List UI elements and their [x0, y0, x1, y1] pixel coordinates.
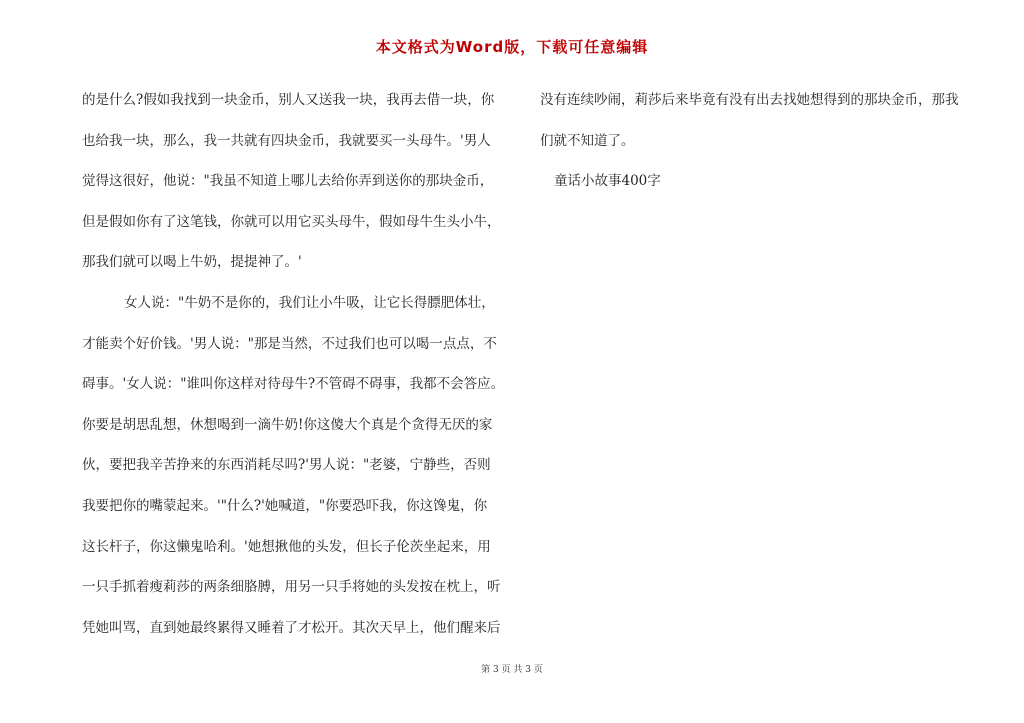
text-line: 那我们就可以喝上牛奶，提提神了。': [82, 254, 302, 271]
left-text-column: [82, 80, 522, 648]
text-line: 但是假如你有了这笔钱，你就可以用它买头母牛，假如母牛生头小牛，: [82, 213, 501, 230]
text-line: 这长杆子，你这懒鬼哈利。'她想揪他的头发，但长子伦茨坐起来，用: [82, 538, 491, 555]
text-line: 我要把你的嘴蒙起来。'"什么?'她喊道，"你要恐吓我，你这馋鬼，你: [82, 497, 488, 514]
text-line: 没有连续吵闹，莉莎后来毕竟有没有出去找她想得到的那块金币，那我: [540, 92, 959, 108]
text-line: 觉得这很好，他说："我虽不知道上哪儿去给你弄到送你的那块金币，: [82, 173, 494, 190]
right-text-column: [540, 80, 970, 202]
text-line: 也给我一块，那么，我一共就有四块金币，我就要买一头母牛。'男人: [82, 132, 491, 149]
text-line-paragraph-start: 女人说："牛奶不是你的，我们让小牛吸，让它长得膘肥体壮，: [124, 294, 495, 311]
text-line: 们就不知道了。: [540, 132, 635, 149]
text-line: 你要是胡思乱想，休想喝到一滴牛奶!你这傻大个真是个贪得无厌的家: [82, 416, 493, 433]
text-line: 伙，要把我辛苦挣来的东西消耗尽吗?'男人说："老婆，宁静些，否则: [82, 457, 491, 474]
text-line: 的是什么?假如我找到一块金币，别人又送我一块，我再去借一块，你: [82, 92, 495, 108]
page-number-footer: 第 3 页 共 3 页: [481, 665, 543, 675]
document-header-title: 本文格式为Word版，下载可任意编辑: [375, 38, 649, 56]
section-heading: 童话小故事400字: [554, 173, 661, 190]
text-line: 一只手抓着瘦莉莎的两条细胳膊，用另一只手将她的头发按在枕上，听: [82, 579, 501, 596]
text-line: 碍事。'女人说："谁叫你这样对待母牛?不管碍不碍事，我都不会答应。: [82, 376, 505, 393]
text-line: 凭她叫骂，直到她最终累得又睡着了才松开。其次天早上，他们醒来后: [82, 619, 501, 636]
text-line: 才能卖个好价钱。'男人说："那是当然，不过我们也可以喝一点点，不: [82, 335, 497, 352]
